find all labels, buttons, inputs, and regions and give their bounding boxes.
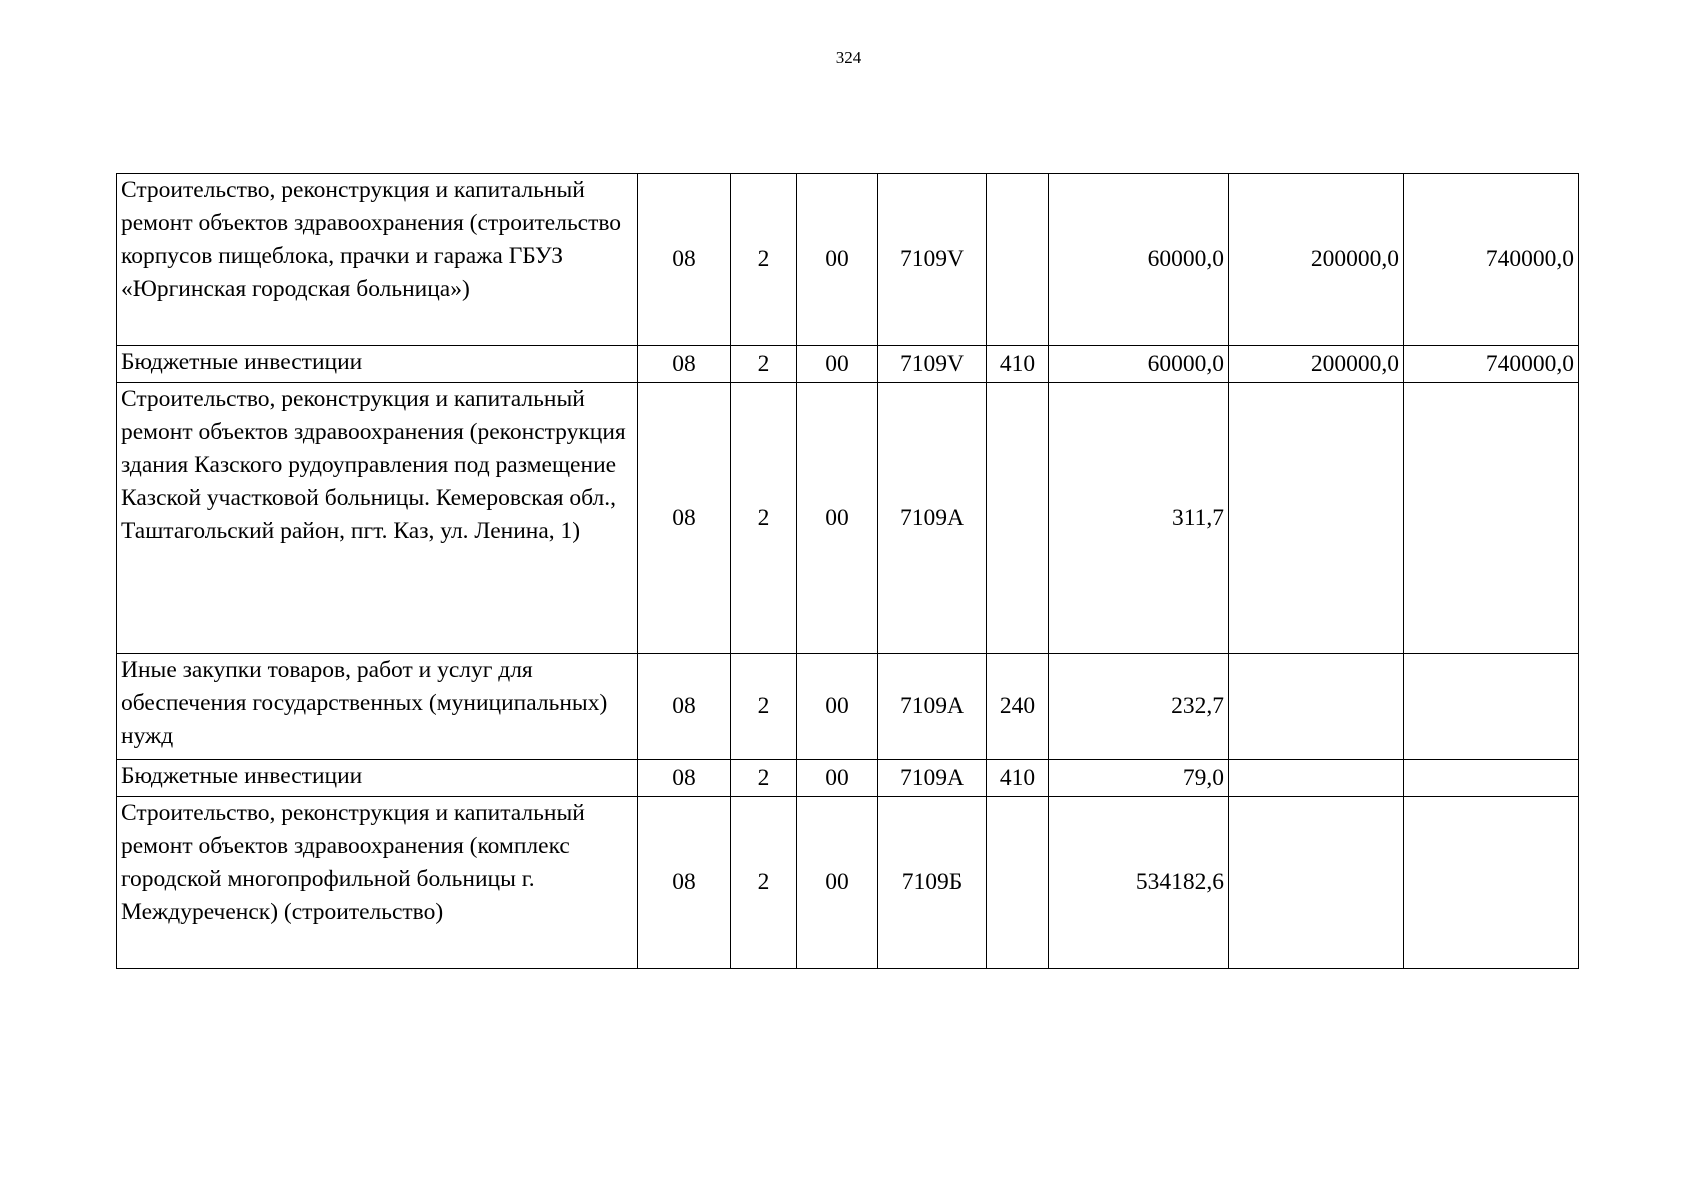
direction-code: 7109V (878, 174, 987, 346)
expense-type-code: 410 (987, 760, 1049, 797)
direction-code: 7109V (878, 346, 987, 383)
row-name: Строительство, реконструкция и капитальный ремонт объектов здравоохранения (строительство корпусов пищеблока, прачки и гаража ГБУЗ «Юргинская городская больница») (117, 174, 638, 346)
subprogram-code: 00 (797, 174, 878, 346)
program-code: 2 (731, 346, 797, 383)
amount-year-1: 79,0 (1049, 760, 1229, 797)
amount-year-2 (1229, 797, 1404, 969)
amount-year-2: 200000,0 (1229, 174, 1404, 346)
amount-year-3: 740000,0 (1404, 346, 1579, 383)
expense-type-code: 410 (987, 346, 1049, 383)
row-name: Бюджетные инвестиции (117, 346, 638, 383)
section-code: 08 (638, 760, 731, 797)
expense-type-code (987, 174, 1049, 346)
table-row (117, 654, 1579, 760)
program-code: 2 (731, 174, 797, 346)
section-code: 08 (638, 346, 731, 383)
direction-code: 7109А (878, 760, 987, 797)
budget-table (116, 173, 1579, 969)
amount-year-1: 534182,6 (1049, 797, 1229, 969)
subprogram-code: 00 (797, 760, 878, 797)
expense-type-code (987, 797, 1049, 969)
section-code: 08 (638, 174, 731, 346)
amount-year-3 (1404, 760, 1579, 797)
amount-year-3: 740000,0 (1404, 174, 1579, 346)
expense-type-code (987, 383, 1049, 654)
subprogram-code: 00 (797, 797, 878, 969)
page-number: 324 (835, 48, 862, 67)
expense-type-code: 240 (987, 654, 1049, 760)
amount-year-3 (1404, 383, 1579, 654)
subprogram-code: 00 (797, 654, 878, 760)
table-row (117, 797, 1579, 969)
amount-year-2 (1229, 383, 1404, 654)
section-code: 08 (638, 797, 731, 969)
amount-year-1: 60000,0 (1049, 346, 1229, 383)
program-code: 2 (731, 654, 797, 760)
table-row (117, 174, 1579, 346)
section-code: 08 (638, 654, 731, 760)
table-row (117, 760, 1579, 797)
row-name: Строительство, реконструкция и капитальный ремонт объектов здравоохранения (комплекс городской многопрофильной больницы г. Междуреченск) (строительство) (117, 797, 638, 969)
program-code: 2 (731, 383, 797, 654)
program-code: 2 (731, 797, 797, 969)
subprogram-code: 00 (797, 383, 878, 654)
amount-year-1: 60000,0 (1049, 174, 1229, 346)
amount-year-1: 232,7 (1049, 654, 1229, 760)
amount-year-2 (1229, 654, 1404, 760)
program-code: 2 (731, 760, 797, 797)
amount-year-1: 311,7 (1049, 383, 1229, 654)
table-row (117, 346, 1579, 383)
direction-code: 7109А (878, 654, 987, 760)
subprogram-code: 00 (797, 346, 878, 383)
row-name: Бюджетные инвестиции (117, 760, 638, 797)
amount-year-2 (1229, 760, 1404, 797)
table-row (117, 383, 1579, 654)
direction-code: 7109Б (878, 797, 987, 969)
row-name: Строительство, реконструкция и капитальный ремонт объектов здравоохранения (реконструкция здания Казского рудоуправления под размещение Казской участковой больницы. Кемеровская обл., Таштагольский район, пгт. Каз, ул. Ленина, 1) (117, 383, 638, 654)
amount-year-3 (1404, 654, 1579, 760)
amount-year-2: 200000,0 (1229, 346, 1404, 383)
direction-code: 7109А (878, 383, 987, 654)
section-code: 08 (638, 383, 731, 654)
row-name: Иные закупки товаров, работ и услуг для обеспечения государственных (муниципальных) нужд (117, 654, 638, 760)
amount-year-3 (1404, 797, 1579, 969)
